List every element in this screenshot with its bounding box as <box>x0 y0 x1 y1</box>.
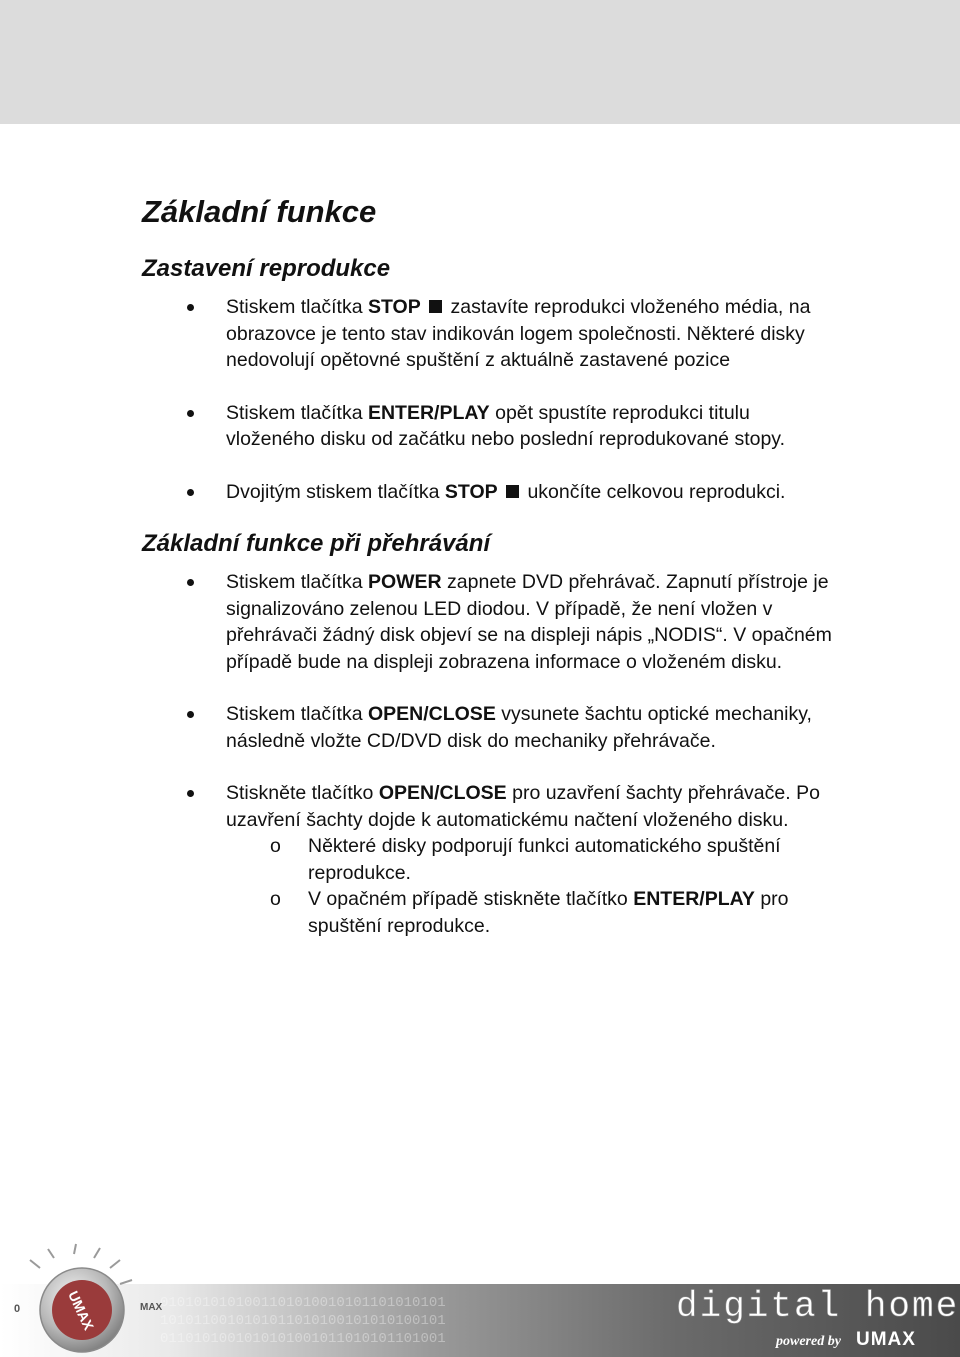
page-number: 0 <box>14 1303 21 1315</box>
binary-pattern <box>160 1295 446 1347</box>
sub-list <box>226 833 842 939</box>
page-title: Základní funkce <box>142 194 377 229</box>
bullet-icon <box>187 489 194 496</box>
svg-text:MAX: MAX <box>140 1302 163 1313</box>
sub-list-item: o V opačném případě stiskněte tlačítko ENTER/PLAY pro spuštění reprodukce. <box>270 888 789 937</box>
page-content <box>142 190 842 939</box>
bullet-icon <box>187 711 194 718</box>
header-band <box>0 0 960 124</box>
list-item: Stiskem tlačítka ENTER/PLAY opět spustíte reprodukci titulu vloženého disku od začátku nebo poslední reprodukované stopy. <box>142 400 842 453</box>
svg-text:UMAX: UMAX <box>65 1288 98 1333</box>
section-heading-stop: Zastavení reprodukce <box>142 255 391 282</box>
stop-square-icon <box>506 485 519 498</box>
bullet-icon <box>187 304 194 311</box>
bullet-icon <box>187 579 194 586</box>
bullet-list-playback <box>142 569 842 939</box>
bullet-icon <box>187 410 194 417</box>
sub-list-item: o Některé disky podporují funkci automatického spuštění reprodukce. <box>270 835 781 884</box>
list-item: Stiskem tlačítka STOP zastavíte reprodukci vloženého média, na obrazovce je tento stav indikován logem společnosti. Některé disky nedovolují opětovné spuštění z aktuálně zastavené pozice <box>142 294 842 374</box>
umax-logo: UMAX <box>856 1329 916 1350</box>
bullet-icon <box>187 790 194 797</box>
digital-home-logo: digital home <box>676 1286 960 1327</box>
list-item: Stiskem tlačítka OPEN/CLOSE vysunete šachtu optické mechaniky, následně vložte CD/DVD disk do mechaniky přehrávače. <box>142 701 842 754</box>
circle-marker: o <box>270 835 281 857</box>
circle-marker: o <box>270 888 281 910</box>
stop-square-icon <box>429 300 442 313</box>
svg-text:010101010100110101001010110101: 0101010101001101010010101101010101 <box>160 1295 446 1311</box>
bullet-list-stop <box>142 294 842 505</box>
footer-banner <box>0 1240 960 1357</box>
svg-text:101011001010101101010010101010: 1010110010101011010100101010100101 <box>160 1313 446 1329</box>
list-item: Dvojitým stiskem tlačítka STOP ukončíte celkovou reprodukci. <box>142 479 842 506</box>
section-heading-playback: Základní funkce při přehrávání <box>142 530 491 557</box>
svg-text:011010100101010100101101010110: 0110101001010101001011010101101001 <box>160 1331 446 1347</box>
list-item: Stiskněte tlačítko OPEN/CLOSE pro uzavření šachty přehrávače. Po uzavření šachty dojde k automatickému načtení vloženého disku. o Některé disky podporují funkci automatického spuštění reprodukce. o V opačném případě stiskněte tlačítko ENTER/PLAY pro spuštění reprodukce. <box>142 780 842 939</box>
list-item: Stiskem tlačítka POWER zapnete DVD přehrávač. Zapnutí přístroje je signalizováno zelenou LED diodou. V případě, že není vložen v přehrávači žádný disk objeví se na displeji nápis „NODIS“. V opačném případě bude na displeji zobrazena informace o vloženém disku. <box>142 569 842 675</box>
powered-by-text: powered by <box>776 1334 841 1349</box>
